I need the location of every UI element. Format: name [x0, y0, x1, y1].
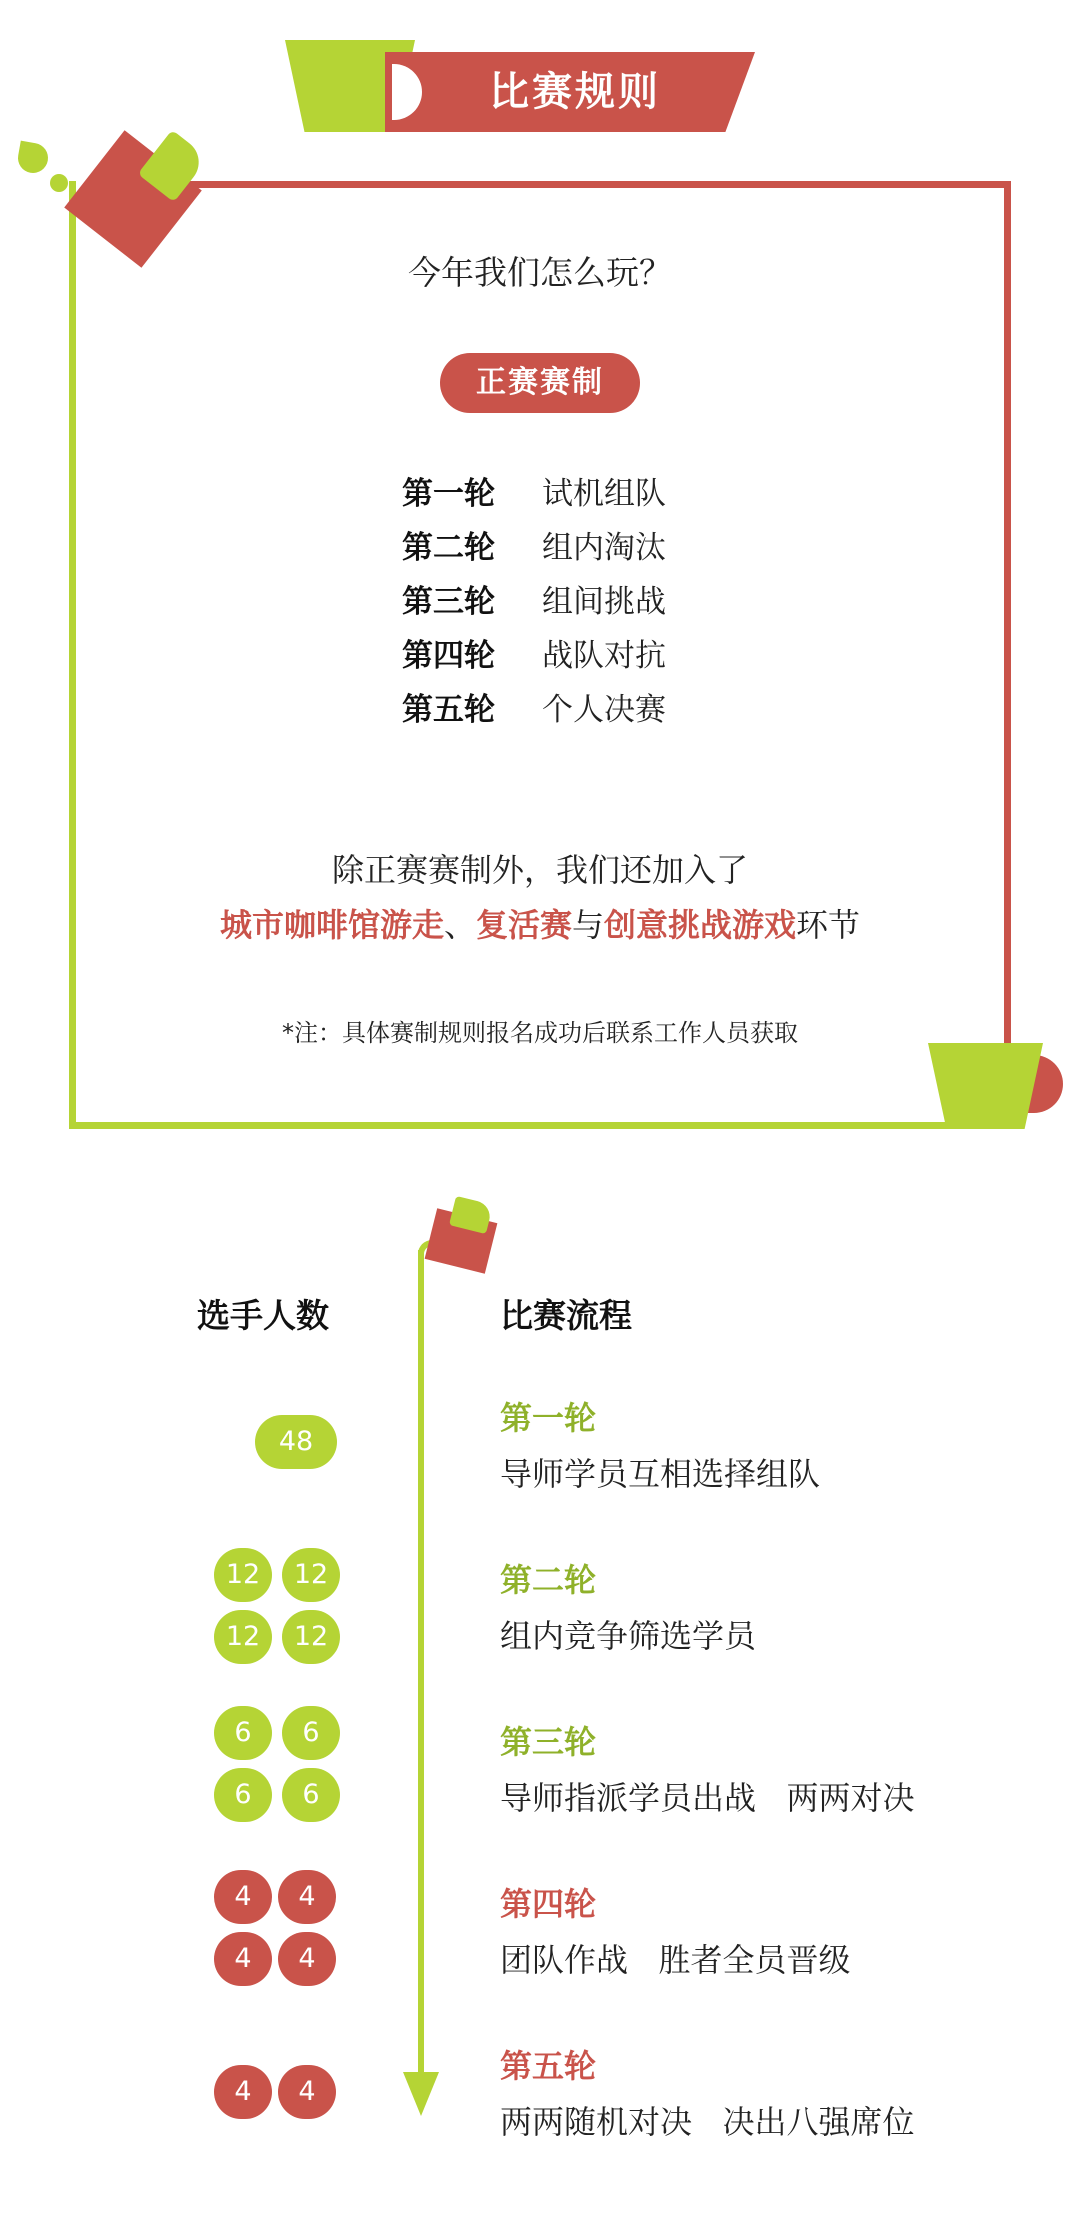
round-desc: 战队对抗: [542, 638, 666, 674]
player-count-badge: 4: [214, 1870, 272, 1924]
round-desc: 试机组队: [542, 476, 666, 512]
rules-box-top-border: [165, 181, 1011, 188]
highlight-creative-challenge: 创意挑战游戏: [604, 906, 797, 944]
stage-name: 第二轮: [500, 1561, 597, 1599]
player-count-badge: 6: [282, 1706, 340, 1760]
separator-text: 、: [443, 906, 476, 944]
player-count-badge: 4: [278, 1932, 336, 1986]
page-title: 比赛规则: [489, 69, 661, 115]
stage-name: 第四轮: [500, 1885, 597, 1923]
stage-desc: 组内竞争筛选学员: [500, 1617, 757, 1655]
rules-question: 今年我们怎么玩？: [408, 253, 672, 292]
stage-name: 第三轮: [500, 1723, 597, 1761]
player-count-badge: 4: [214, 2065, 272, 2119]
round-name: 第一轮: [402, 476, 495, 512]
round-desc: 组间挑战: [542, 584, 666, 620]
tail-text: 环节: [796, 906, 861, 944]
player-count-badge: 12: [214, 1548, 272, 1602]
cup-icon: [928, 1043, 1043, 1129]
splash-drop-icon: [16, 141, 51, 176]
player-count-badge: 12: [214, 1610, 272, 1664]
player-count-badge: 6: [282, 1768, 340, 1822]
stage-name: 第一轮: [500, 1399, 597, 1437]
round-row: [402, 630, 822, 684]
round-row: [402, 684, 822, 738]
round-row: [402, 468, 822, 522]
player-count-badge: 12: [282, 1548, 340, 1602]
stage-desc: 团队作战 胜者全员晋级: [500, 1941, 851, 1979]
extra-intro-text: 除正赛赛制外，我们还加入了: [331, 851, 748, 889]
players-count-header: 选手人数: [197, 1296, 329, 1335]
rules-box-left-border: [69, 181, 76, 1129]
highlight-city-cafe: 城市咖啡馆游走: [219, 906, 444, 944]
player-count-badge: 6: [214, 1768, 272, 1822]
player-count-badge: 48: [255, 1415, 337, 1469]
round-row: [402, 576, 822, 630]
highlight-revival: 复活赛: [475, 906, 572, 944]
player-count-badge: 4: [214, 1932, 272, 1986]
stage-desc: 导师指派学员出战 两两对决: [500, 1779, 915, 1817]
splash-dot-icon: [50, 174, 68, 192]
format-label-badge: 正赛赛制: [440, 353, 640, 413]
stage-desc: 两两随机对决 决出八强席位: [500, 2103, 915, 2141]
stage-name: 第五轮: [500, 2047, 597, 2085]
round-name: 第五轮: [402, 692, 495, 728]
round-desc: 组内淘汰: [542, 530, 666, 566]
arrow-down-icon: [403, 2072, 439, 2116]
round-name: 第三轮: [402, 584, 495, 620]
player-count-badge: 6: [214, 1706, 272, 1760]
rules-box-bottom-border: [69, 1122, 969, 1129]
round-name: 第四轮: [402, 638, 495, 674]
stage-desc: 导师学员互相选择组队: [500, 1455, 821, 1493]
separator-text: 与: [572, 906, 605, 944]
rules-note: *注：具体赛制规则报名成功后联系工作人员获取: [282, 1019, 798, 1047]
timeline-line: [418, 1250, 424, 2080]
player-count-badge: 4: [278, 2065, 336, 2119]
player-count-badge: 12: [282, 1610, 340, 1664]
player-count-badge: 4: [278, 1870, 336, 1924]
extra-activities-line: [0, 900, 1080, 950]
round-desc: 个人决赛: [542, 692, 666, 728]
round-name: 第二轮: [402, 530, 495, 566]
round-row: [402, 522, 822, 576]
flow-header: 比赛流程: [500, 1296, 632, 1335]
